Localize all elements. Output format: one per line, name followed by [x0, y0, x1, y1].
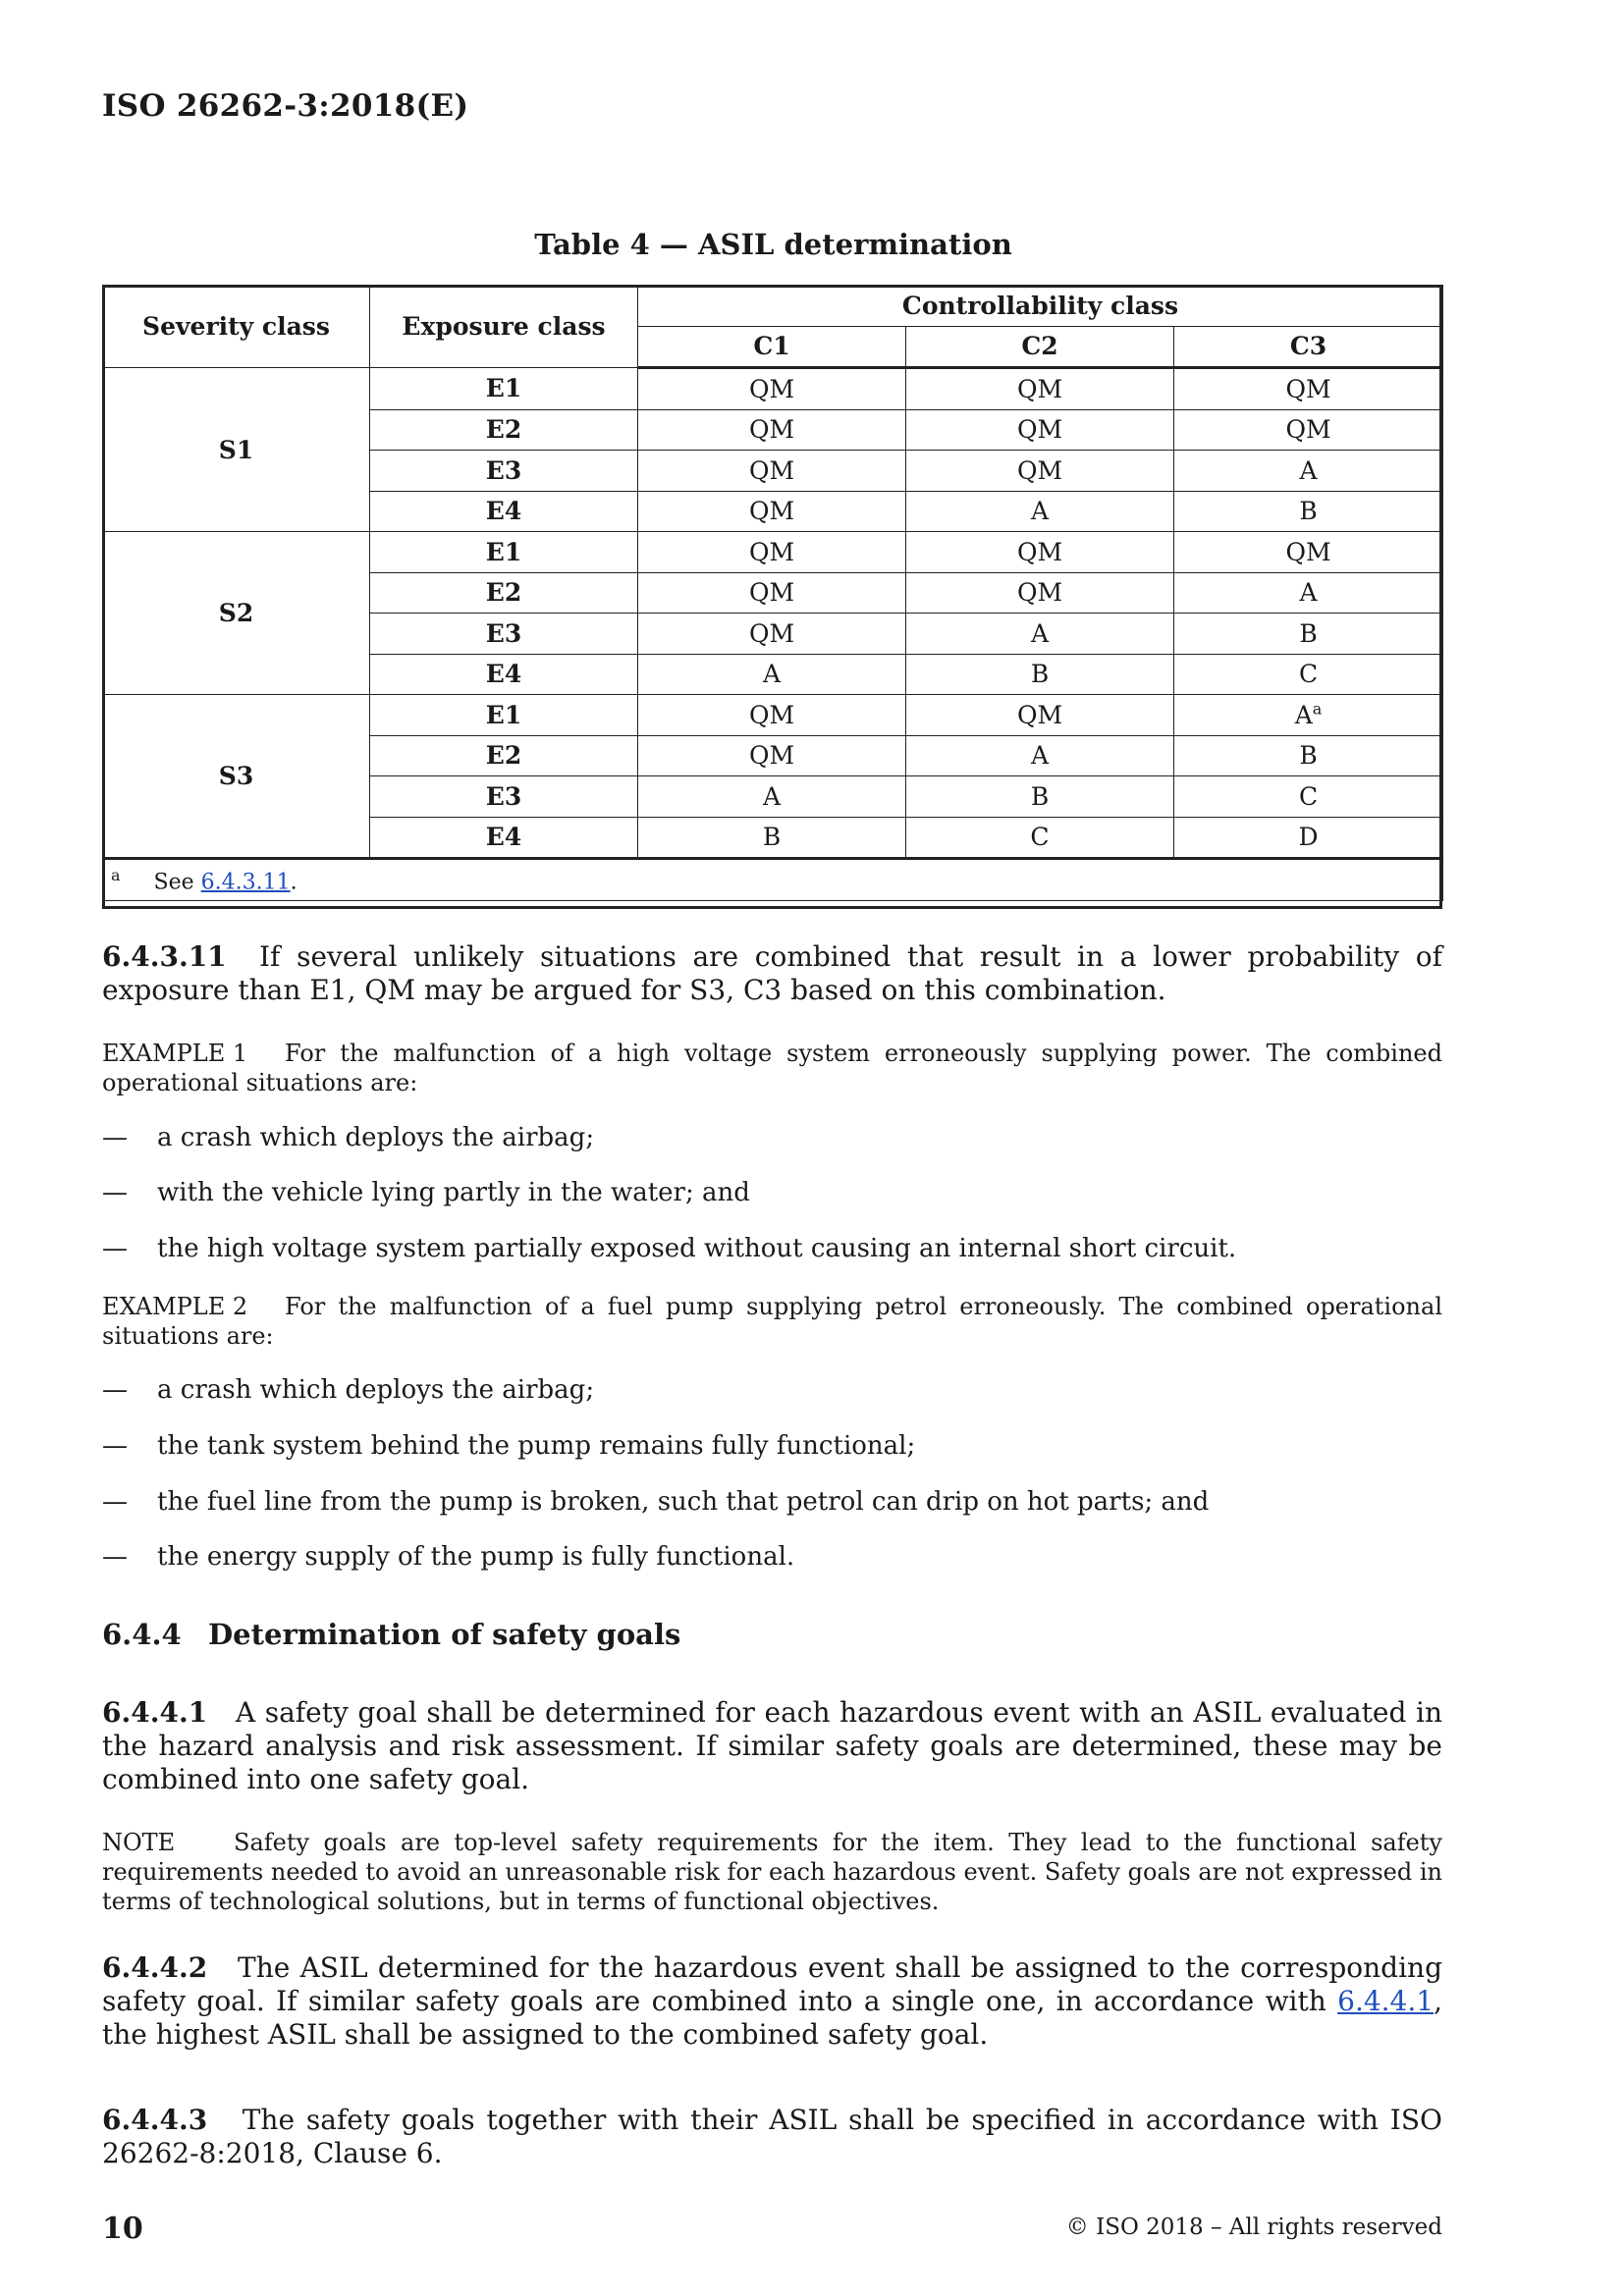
asil-determination-table — [102, 285, 1443, 901]
asil-value: A — [1030, 497, 1050, 526]
asil-cell-c2 — [906, 409, 1174, 451]
asil-cell-c3 — [1174, 409, 1443, 451]
asil-cell-c2 — [906, 654, 1174, 695]
severity-cell: S3 — [103, 695, 370, 859]
footnote-superscript: a — [1312, 699, 1323, 719]
list-item: — with the vehicle lying partly in the water; and — [102, 1178, 750, 1207]
asil-cell-c2 — [906, 695, 1174, 736]
asil-value: B — [1030, 781, 1050, 811]
list-item: — the energy supply of the pump is fully functional. — [102, 1542, 795, 1572]
asil-value: B — [1030, 660, 1050, 689]
asil-value: QM — [748, 700, 795, 729]
asil-cell-c1 — [638, 735, 906, 776]
asil-cell-c1 — [638, 532, 906, 573]
asil-cell-c1 — [638, 491, 906, 532]
example-label: EXAMPLE 2 — [102, 1293, 248, 1320]
asil-value: QM — [748, 455, 795, 485]
table-row — [103, 532, 1443, 573]
clause-6-4-4-1 — [102, 1696, 1442, 1796]
exposure-cell: E1 — [370, 368, 638, 410]
exposure-class-header: Exposure class — [370, 286, 638, 368]
asil-cell-c1 — [638, 451, 906, 492]
exposure-cell: E3 — [370, 614, 638, 655]
footnote-text: See — [153, 869, 201, 894]
asil-value: QM — [1016, 700, 1063, 729]
clause-number: 6.4.4.3 — [102, 2104, 208, 2136]
exposure-cell: E2 — [370, 409, 638, 451]
exposure-cell: E1 — [370, 532, 638, 573]
asil-cell-c2 — [906, 491, 1174, 532]
asil-value: QM — [1016, 455, 1063, 485]
asil-cell-c2 — [906, 368, 1174, 410]
asil-value: C — [1298, 781, 1319, 811]
asil-value: QM — [1016, 537, 1063, 566]
asil-value: B — [1299, 497, 1318, 526]
asil-cell-c1 — [638, 409, 906, 451]
table-row — [103, 695, 1443, 736]
exposure-cell: E2 — [370, 572, 638, 614]
asil-cell-c1 — [638, 654, 906, 695]
clause-number: 6.4.3.11 — [102, 940, 227, 973]
controllability-class-header: Controllability class — [638, 286, 1443, 327]
asil-value: A — [762, 660, 782, 689]
severity-cell: S1 — [103, 368, 370, 532]
asil-value: A — [762, 781, 782, 811]
asil-value: D — [1298, 823, 1319, 852]
asil-cell-c3 — [1174, 532, 1443, 573]
asil-value: QM — [1285, 374, 1331, 403]
exposure-cell: E4 — [370, 654, 638, 695]
asil-cell-c1 — [638, 776, 906, 818]
list-item: — the high voltage system partially exposed without causing an internal short circuit. — [102, 1234, 1237, 1263]
asil-cell-c3 — [1174, 451, 1443, 492]
asil-cell-c1 — [638, 817, 906, 859]
exposure-cell: E2 — [370, 735, 638, 776]
asil-value: B — [1299, 618, 1318, 648]
asil-value: A — [1299, 455, 1318, 485]
asil-value: B — [762, 823, 782, 852]
asil-cell-c2 — [906, 614, 1174, 655]
clause-link-6-4-4-1[interactable]: 6.4.4.1 — [1337, 1985, 1435, 2017]
section-number: 6.4.4 — [102, 1618, 182, 1651]
asil-value: A — [1299, 578, 1318, 608]
asil-cell-c3 — [1174, 368, 1443, 410]
asil-value: QM — [748, 374, 795, 403]
asil-value: A — [1030, 741, 1050, 771]
clause-6-4-3-11 — [102, 940, 1442, 1007]
copyright-notice: © ISO 2018 – All rights reserved — [1065, 2215, 1442, 2240]
asil-cell-c2 — [906, 817, 1174, 859]
list-item: — the tank system behind the pump remains fully functional; — [102, 1431, 916, 1461]
asil-cell-c2 — [906, 776, 1174, 818]
asil-cell-c3 — [1174, 776, 1443, 818]
footnote-link[interactable]: 6.4.3.11 — [200, 869, 291, 894]
asil-cell-c2 — [906, 451, 1174, 492]
section-title: Determination of safety goals — [208, 1618, 681, 1651]
list-item: — a crash which deploys the airbag; — [102, 1375, 595, 1405]
table-footnote — [103, 859, 1443, 901]
table-caption: Table 4 — ASIL determination — [534, 228, 1012, 261]
asil-cell-c2 — [906, 572, 1174, 614]
footnote-end: . — [290, 869, 298, 894]
exposure-cell: E3 — [370, 451, 638, 492]
c3-header: C3 — [1174, 326, 1443, 368]
asil-value: QM — [748, 618, 795, 648]
asil-cell-c3 — [1174, 817, 1443, 859]
asil-value: C — [1030, 823, 1050, 852]
asil-cell-c3 — [1174, 735, 1443, 776]
asil-cell-c2 — [906, 735, 1174, 776]
note — [102, 1828, 1442, 1916]
asil-cell-c3 — [1174, 491, 1443, 532]
list-item: — a crash which deploys the airbag; — [102, 1123, 595, 1152]
exposure-cell: E3 — [370, 776, 638, 818]
asil-cell-c2 — [906, 532, 1174, 573]
clause-text: If several unlikely situations are combined that result in a lower probability of exposure than E1, QM may be argued for S3, C3 based on this combination. — [102, 940, 1442, 1006]
asil-cell-c3 — [1174, 614, 1443, 655]
exposure-cell: E4 — [370, 491, 638, 532]
asil-value: QM — [748, 537, 795, 566]
asil-cell-c1 — [638, 572, 906, 614]
asil-value: QM — [748, 415, 795, 445]
asil-value: B — [1299, 741, 1318, 771]
asil-cell-c1 — [638, 614, 906, 655]
list-item: — the fuel line from the pump is broken, such that petrol can drip on hot parts; and — [102, 1487, 1210, 1517]
asil-value: QM — [1285, 537, 1331, 566]
asil-value: C — [1298, 660, 1319, 689]
severity-cell: S2 — [103, 532, 370, 695]
clause-text: The safety goals together with their ASIL shall be specified in accordance with ISO 26262-8:2018, Clause 6. — [102, 2104, 1443, 2169]
exposure-cell: E1 — [370, 695, 638, 736]
asil-value: QM — [748, 497, 795, 526]
example-2 — [102, 1292, 1442, 1351]
asil-cell-c3 — [1174, 654, 1443, 695]
example-1 — [102, 1039, 1442, 1097]
asil-value: QM — [1016, 578, 1063, 608]
section-heading-6-4-4 — [102, 1618, 680, 1651]
asil-value: QM — [1016, 374, 1063, 403]
table-row — [103, 368, 1443, 410]
document-id-header: ISO 26262-3:2018(E) — [102, 88, 469, 124]
asil-value: A — [1030, 618, 1050, 648]
asil-cell-c1 — [638, 368, 906, 410]
clause-6-4-4-2: 6.4.4.2 The ASIL determined for the hazardous event shall be assigned to the corresponding safety goal. If similar safety goals are combined into a single one, in accordance with 6.4.4.1, the highest ASIL shall be assigned to the combined safety goal. — [102, 1951, 1442, 2051]
asil-value: QM — [1016, 415, 1063, 445]
page-number: 10 — [102, 2212, 143, 2246]
clause-text: A safety goal shall be determined for each hazardous event with an ASIL evaluated in the hazard analysis and risk assessment. If similar safety goals are determined, these may be combined into one safety goal. — [102, 1696, 1442, 1795]
note-text: Safety goals are top-level safety requirements for the item. They lead to the functional safety requirements needed to avoid an unreasonable risk for each hazardous event. Safety goals are not expressed in terms of technological solutions, but in terms of functional objectives. — [102, 1829, 1442, 1915]
asil-cell-c3 — [1174, 572, 1443, 614]
asil-value: QM — [748, 741, 795, 771]
c1-header: C1 — [638, 326, 906, 368]
clause-number: 6.4.4.2 — [102, 1951, 208, 1984]
asil-value: QM — [1285, 415, 1331, 445]
asil-value: A — [1294, 700, 1313, 729]
asil-cell-c1 — [638, 695, 906, 736]
clause-number: 6.4.4.1 — [102, 1696, 208, 1729]
exposure-cell: E4 — [370, 817, 638, 859]
asil-cell-c3 — [1174, 695, 1443, 736]
clause-6-4-4-3 — [102, 2104, 1442, 2170]
example-label: EXAMPLE 1 — [102, 1040, 248, 1067]
c2-header: C2 — [906, 326, 1174, 368]
example-text: For the malfunction of a high voltage system erroneously supplying power. The combined operational situations are: — [102, 1040, 1442, 1096]
note-label: NOTE — [102, 1829, 176, 1856]
example-text: For the malfunction of a fuel pump supplying petrol erroneously. The combined operational situations are: — [102, 1293, 1442, 1350]
footnote-mark: a — [111, 865, 121, 884]
severity-class-header: Severity class — [103, 286, 370, 368]
asil-value: QM — [748, 578, 795, 608]
